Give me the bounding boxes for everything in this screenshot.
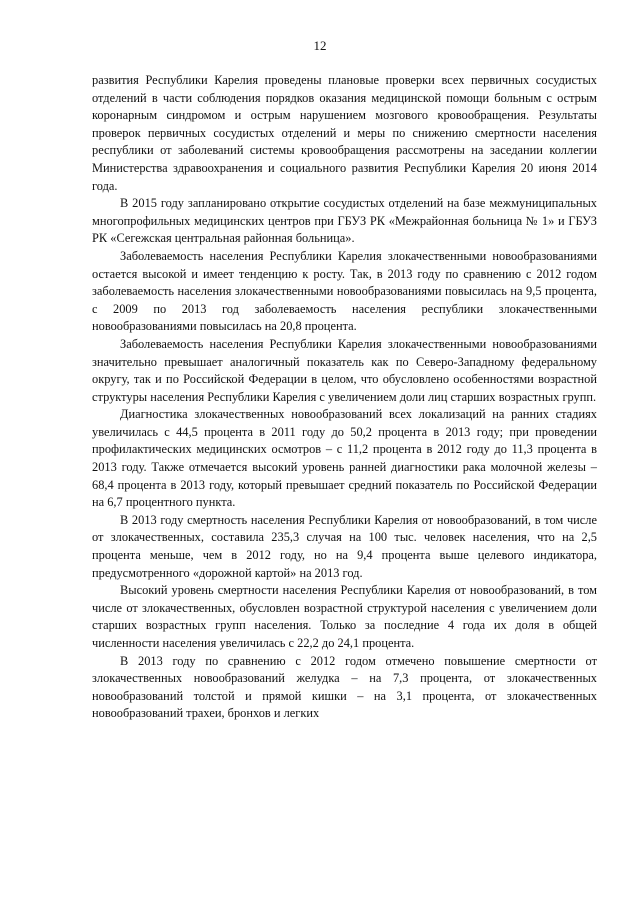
- document-body: [92, 72, 597, 723]
- paragraph-vascular-units-plan: В 2015 году запланировано открытие сосудистых отделений на базе межмуниципальных многопрофильных медицинских центров при ГБУЗ РК «Межрайонная больница № 1» и ГБУЗ РК «Сегежская центральная районная больница».: [92, 196, 597, 246]
- paragraph-cardio-inspections: развития Республики Карелия проведены плановые проверки всех первичных сосудистых отделений в части соблюдения порядков оказания медицинской помощи больным с острым коронарным синдромом и острым нарушением мозгового кровообращения. Результаты проверок первичных сосудистых отделений и меры по снижению смертности населения республики от заболеваний системы кровообращения рассмотрены на заседании коллегии Министерства здравоохранения и социального развития Республики Карелия 20 июня 2014 года.: [92, 73, 597, 193]
- paragraph-mortality-by-site: В 2013 году по сравнению с 2012 годом отмечено повышение смертности от злокачественных новообразований желудка – на 7,3 процента, от злокачественных новообразований толстой и прямой кишки – на 3,1 процента, от злокачественных новообразований трахеи, бронхов и легких: [92, 653, 597, 721]
- paragraph-early-diagnostics: Диагностика злокачественных новообразований всех локализаций на ранних стадиях увеличилась с 44,5 процента в 2011 году до 50,2 процента в 2013 году; при проведении профилактических медицинских осмотров – с 11,2 процента в 2012 году до 11,3 процента в 2013 году. Также отмечается высокий уровень ранней диагностики рака молочной железы – 68,4 процента в 2013 году, который превышает средний показатель по Российской Федерации на 6,7 процентного пункта.: [92, 407, 597, 510]
- paragraph-incidence-comparison: Заболеваемость населения Республики Карелия злокачественными новообразованиями значительно превышает аналогичный показатель как по Северо-Западному федеральному округу, так и по Российской Федерации в целом, что обусловлено особенностями возрастной структуры населения Республики Карелия с увеличением доли лиц старших возрастных групп.: [92, 336, 597, 404]
- paragraph-oncology-incidence: Заболеваемость населения Республики Карелия злокачественными новообразованиями остается высокой и имеет тенденцию к росту. Так, в 2013 году по сравнению с 2012 годом заболеваемость населения злокачественными новообразованиями повысилась на 9,5 процента, с 2009 по 2013 год заболеваемость населения республики злокачественными новообразованиями повысилась на 20,8 процента.: [92, 248, 597, 334]
- paragraph-mortality-causes: Высокий уровень смертности населения Республики Карелия от новообразований, в том числе от злокачественных, обусловлен возрастной структурой населения с увеличением доли старших возрастных групп населения. Только за последние 4 года их доля в общей численности населения увеличилась с 22,2 до 24,1 процента.: [92, 583, 597, 650]
- page-number: 12: [313, 38, 327, 53]
- paragraph-mortality-2013: В 2013 году смертность населения Республики Карелия от новообразований, в том числе от злокачественных, составила 235,3 случая на 100 тыс. человек населения, что на 2,5 процента меньше, чем в 2012 году, но на 9,4 процента выше целевого индикатора, предусмотренного «дорожной картой» на 2013 год.: [92, 512, 597, 580]
